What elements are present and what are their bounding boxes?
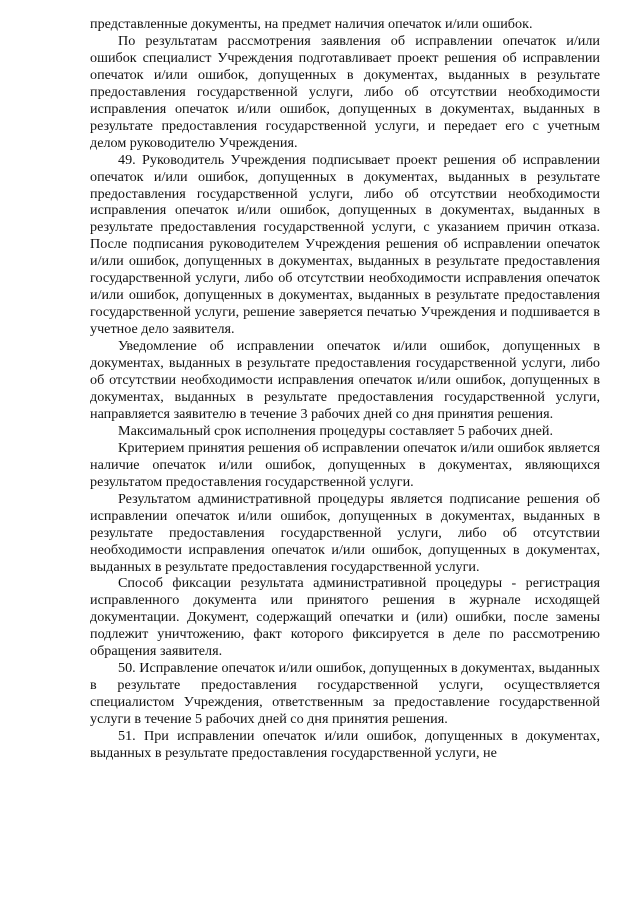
paragraph-fixation-method: Способ фиксации результата административной процедуры - регистрация исправленного документа или принятого решения в журнале исходящей документации. Документ, содержащий опечатки и (или) ошибки, после замены подлежит уничтожению, факт которого фиксируется в деле по рассмотрению обращения заявителя. <box>90 575 600 660</box>
paragraph-item-49: 49. Руководитель Учреждения подписывает проект решения об исправлении опечаток и/или ошибок, допущенных в документах, выданных в результате предоставления государственной услуги, либо об отсутствии необходимости исправления опечаток и/или ошибок, допущенных в документах, выданных в результате предоставления государственной услуги, с указанием причин отказа. После подписания руководителем Учреждения решения об исправлении опечаток и/или ошибок, допущенных в документах, выданных в результате предоставления государственной услуги, либо об отсутствии необходимости исправления опечаток и/или ошибок, допущенных в документах, выданных в результате предоставления государственной услуги, решение заверяется печатью Учреждения и подшивается в учетное дело заявителя. <box>90 151 600 338</box>
paragraph-item-50: 50. Исправление опечаток и/или ошибок, допущенных в документах, выданных в результате предоставления государственной услуги, осуществляется специалистом Учреждения, ответственным за предоставление государственной услуги в течение 5 рабочих дней со дня принятия решения. <box>90 660 600 728</box>
paragraph-procedure-result: Результатом административной процедуры является подписание решения об исправлении опечаток и/или ошибок, допущенных в документах, выданных в результате предоставления государственной услуги, либо об отсутствии необходимости исправления опечаток и/или ошибок, допущенных в документах, выданных в результате предоставления государственной услуги. <box>90 490 600 575</box>
document-body <box>90 16 600 762</box>
paragraph-continuation: представленные документы, на предмет наличия опечаток и/или ошибок. <box>90 16 533 32</box>
paragraph-review-result: По результатам рассмотрения заявления об исправлении опечаток и/или ошибок специалист Учреждения подготавливает проект решения об исправлении опечаток и/или ошибок, допущенных в документах, выданных в результате предоставления государственной услуги, либо об отсутствии необходимости исправления опечаток и/или ошибок, допущенных в документах, выданных в результате предоставления государственной услуги, и передает его с учетным делом руководителю Учреждения. <box>90 32 600 151</box>
paragraph-notification: Уведомление об исправлении опечаток и/или ошибок, допущенных в документах, выданных в результате предоставления государственной услуги, либо об отсутствии необходимости исправления опечаток и/или ошибок, допущенных в документах, выданных в результате предоставления государственной услуги, направляется заявителю в течение 3 рабочих дней со дня принятия решения. <box>90 338 600 422</box>
paragraph-max-duration: Максимальный срок исполнения процедуры составляет 5 рабочих дней. <box>118 422 553 439</box>
paragraph-item-51: 51. При исправлении опечаток и/или ошибок, допущенных в документах, выданных в результате предоставления государственной услуги, не <box>90 728 600 761</box>
paragraph-criterion: Критерием принятия решения об исправлении опечаток и/или ошибок является наличие опечаток и/или ошибок, допущенных в документах, являющихся результатом предоставления государственной услуги. <box>90 439 600 490</box>
